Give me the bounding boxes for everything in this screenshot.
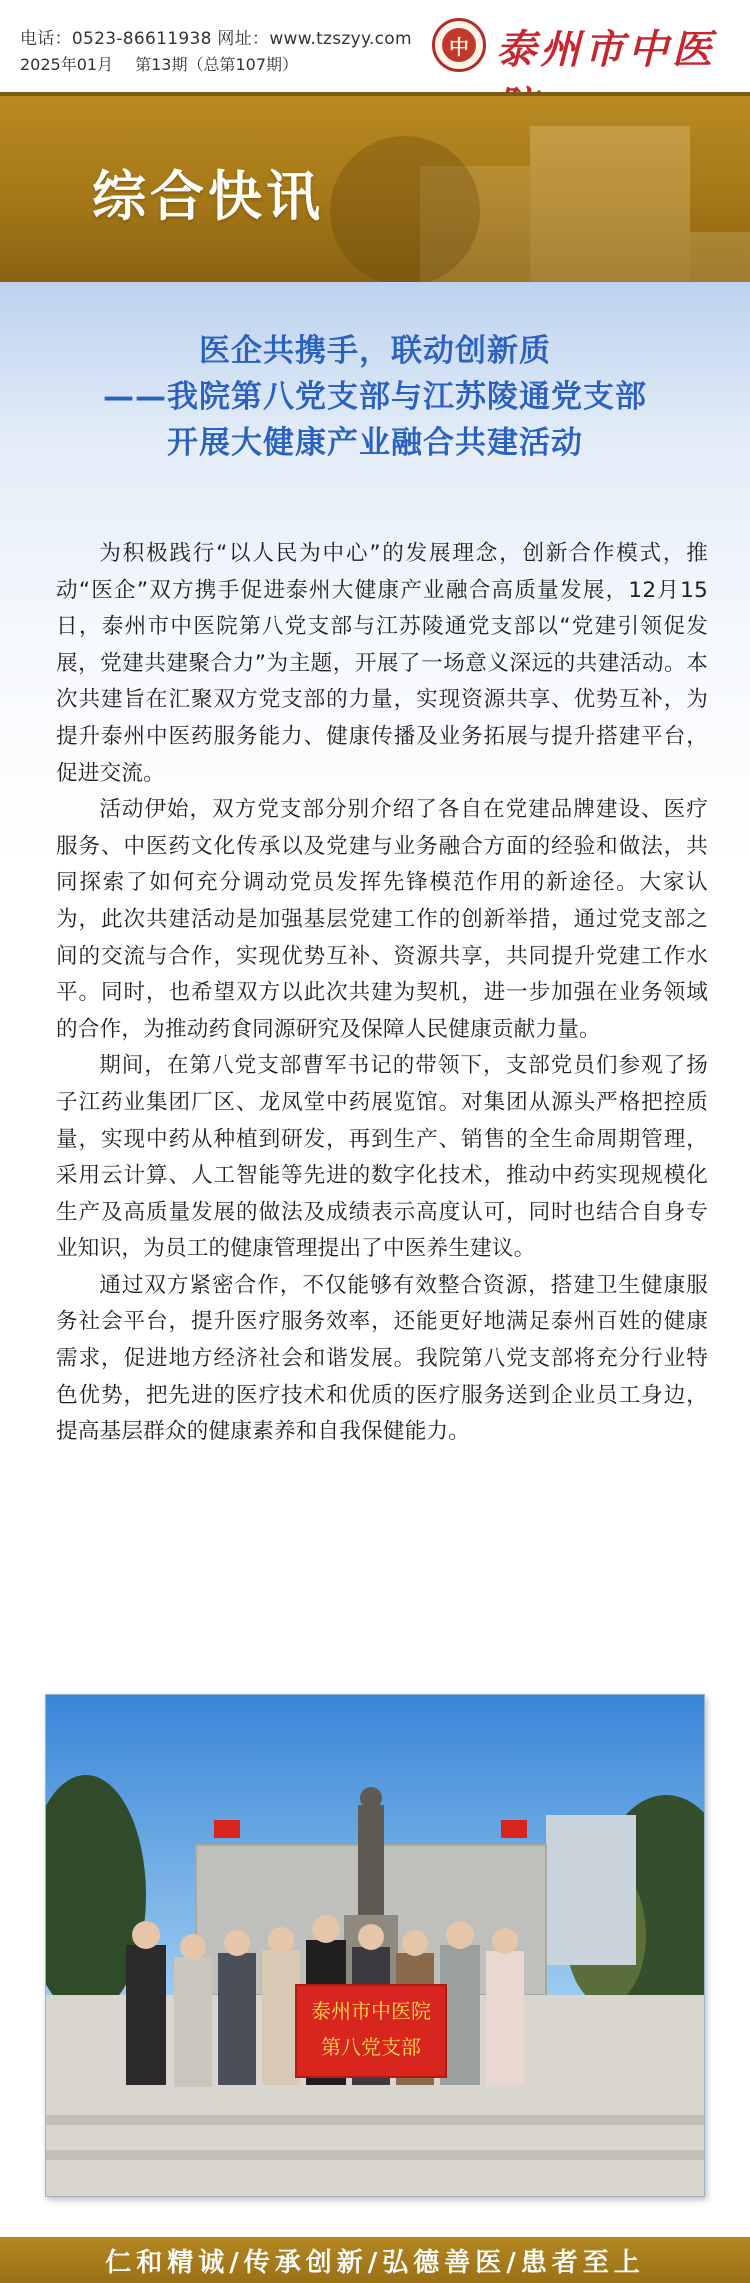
- footer-slogan-bar: [0, 2237, 750, 2283]
- hospital-name: 泰州市中医: [496, 26, 716, 73]
- article-paragraph: 活动伊始，双方党支部分别介绍了各自在党建品牌建设、医疗服务、中医药文化传承以及党建与业务融合方面的经验和做法，共同探索了如何充分调动党员发挥先锋模范作用的新途径。大家认为，此次共建活动是加强基层党建工作的创新举措，通过党支部之间的交流与合作，实现优势互补、资源共享，共同提升党建工作水平。同时，也希望双方以此次共建为契机，进一步加强在业务领域的合作，为推动药食同源研究及保障人民健康贡献力量。: [56, 797, 708, 1042]
- article-paragraph: 通过双方紧密合作，不仅能够有效整合资源，搭建卫生健康服务社会平台，提升医疗服务效率，还能更好地满足泰州百姓的健康需求，促进地方经济社会和谐发展。我院第八党支部将充分行业特色优势，把先进的医疗技术和优质的医疗服务送到企业员工身边，提高基层群众的健康素养和自我保健能力。: [56, 1272, 708, 1445]
- section-banner: [0, 96, 750, 282]
- banner-text-line-2: 第八党支部: [321, 2035, 421, 2059]
- issue-info: [20, 52, 320, 75]
- masthead: [0, 0, 750, 96]
- contact-info: 电话：0523-86611938 网址：www.tzszyy.com: [20, 29, 412, 49]
- building-silhouette: [690, 232, 750, 282]
- headline-line-3: 开展大健康产业融合共建活动: [167, 425, 583, 461]
- footer-slogan: 仁和精诚/传承创新/弘德善医/患者至上: [105, 2247, 645, 2278]
- article-body: [56, 536, 708, 1451]
- logo-glyph: 中: [442, 28, 476, 62]
- content-area: [0, 282, 750, 2237]
- article-headline: [0, 328, 750, 466]
- banner-text-line-1: 泰州市中医院: [311, 1999, 431, 2023]
- issue-number: 第13期（总第107期）: [135, 55, 298, 74]
- headline-line-2: ——我院第八党支部与江苏陵通党支部: [103, 379, 647, 415]
- hospital-logo-icon: [432, 18, 486, 72]
- flag-left: [214, 1820, 240, 1838]
- article-paragraph: 期间，在第八党支部曹军书记的带领下，支部党员们参观了扬子江药业集团厂区、龙凤堂中药展览馆。对集团从源头严格把控质量，实现中药从种植到研发，再到生产、销售的全生命周期管理，采用云计算、人工智能等先进的数字化技术，推动中药实现规模化生产及高质量发展的做法及成绩表示高度认可，同时也结合自身专业知识，为员工的健康管理提出了中医养生建议。: [56, 1053, 708, 1262]
- section-title: 综合快讯: [92, 164, 324, 228]
- group-photo: [45, 1694, 705, 2197]
- headline-line-1: 医企共携手，联动创新质: [199, 333, 551, 369]
- article-paragraph: 为积极践行“以人民为中心”的发展理念，创新合作模式，推动“医企”双方携手促进泰州大健康产业融合高质量发展，12月15日，泰州市中医院第八党支部与江苏陵通党支部以“党建引领促发展，党建共建聚合力”为主题，开展了一场意义深远的共建活动。本次共建旨在汇聚双方党支部的力量，实现资源共享、优势互补，为提升泰州中医药服务能力、健康传播及业务拓展与提升搭建平台，促进交流。: [56, 541, 708, 786]
- building: [546, 1815, 636, 1965]
- tree-silhouette: [330, 136, 480, 282]
- issue-date: 2025年01月: [20, 55, 114, 74]
- flag-right: [501, 1820, 527, 1838]
- building-silhouette: [530, 126, 690, 282]
- statue: [358, 1805, 384, 1915]
